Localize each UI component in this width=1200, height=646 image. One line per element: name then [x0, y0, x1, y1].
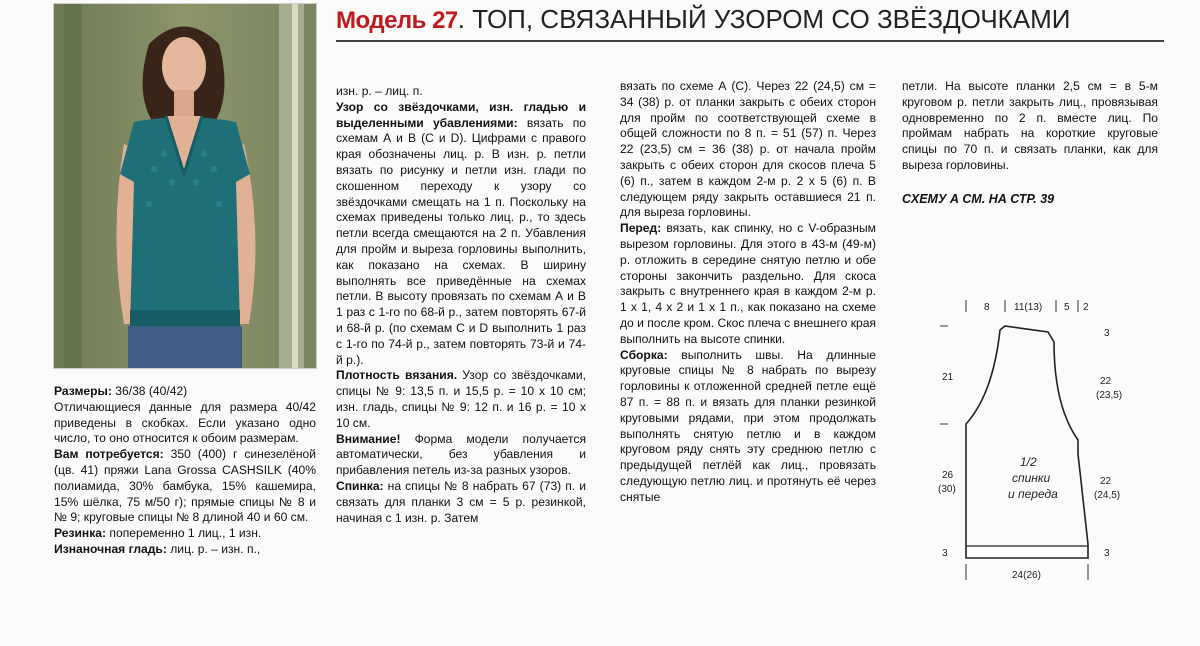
- left-dim-upper: 21: [942, 372, 954, 383]
- materials-heading: Вам потребуется:: [54, 447, 164, 462]
- purl-text: лиц. р. – изн. п.,: [166, 541, 261, 556]
- band-mark-right: 3: [1104, 548, 1110, 559]
- right-mark-top: 3: [1104, 328, 1110, 339]
- woman-in-teal-top-icon: [54, 4, 316, 368]
- sizes-text: 36/38 (40/42): [111, 384, 188, 398]
- center-label-3: и переда: [1008, 487, 1058, 501]
- purl-continuation: изн. р. – лиц. п.: [336, 84, 423, 98]
- star-pattern-paragraph: [336, 100, 586, 369]
- right-dim-lower: 22: [1100, 476, 1112, 487]
- density-paragraph: [336, 368, 586, 431]
- warning-paragraph: [336, 432, 586, 479]
- front-heading: Перед:: [620, 221, 662, 236]
- title-underline: [336, 40, 1164, 42]
- materials-paragraph: [54, 447, 316, 526]
- right-dim-lower-alt: (24,5): [1094, 490, 1121, 501]
- right-dim-upper: 22: [1100, 376, 1112, 387]
- top-dim-4: 2: [1083, 302, 1089, 313]
- left-dim-lower: 26: [942, 470, 954, 481]
- model-number: Модель 27: [336, 7, 458, 34]
- assembly-text: выполнить швы. На длинные круговые спицы № 8 набрать по вырезу горловины к отложенной средней петле ещё 87 п. = 88 п. и вязать для планки резинкой круговыми рядами, при этом продолжать выполнять снятую петлю и в каждом круговом ряду снять эту среднюю петлю с предыдущей петлёй как лиц., провязать следующую петлю лиц. и протянуть её через снятые: [620, 347, 876, 504]
- column-4: [902, 79, 1158, 208]
- column-1: [54, 384, 316, 558]
- density-heading: Плотность вязания.: [336, 368, 458, 383]
- sizes-paragraph: [54, 384, 316, 400]
- assembly-heading: Сборка:: [620, 347, 668, 362]
- sizes-heading: Размеры:: [54, 384, 112, 398]
- model-photo: [53, 3, 317, 369]
- front-text: вязать, как спинку, но с V-образным вырезом горловины. Для этого в 43-м (49-м) р. отложить в середине снятую петлю и обе стороны закончить раздельно. Для скоса закрыть с внутреннего края в каждом 2-м р. 1 х 1, 4 х 2 и 1 х 1 п., как показано на схеме до и после кром. Скос плеча с внешнего края выполнить на высоте спинки.: [620, 221, 876, 346]
- center-label-2: спинки: [1012, 471, 1051, 485]
- star-pattern-heading: Узор со звёздочками, изн. гладью и выделенными убавлениями:: [336, 99, 586, 130]
- back-paragraph: [336, 479, 586, 526]
- front-paragraph: [620, 221, 876, 347]
- materials-text: 350 (400) г синезелёной (цв. 41) пряжи Lana Grossa CASHSILK (40% полиамида, 30% бамбука, 15% кашемира, 15% шёлка, 75 м/50 г); прямые спицы № 8 и № 9; круговые спицы № 8 длиной 40 и 60 см.: [54, 447, 316, 525]
- density-text: Узор со звёздочками, спицы № 9: 13,5 п. и 15,5 р. = 10 х 10 см; изн. гладь, спицы № 9: 12 п. и 16 р. = 10 х 10 см.: [336, 368, 586, 430]
- back-heading: Спинка:: [336, 478, 384, 493]
- band-mark-left: 3: [942, 548, 948, 559]
- warning-heading: Внимание!: [336, 431, 401, 446]
- assembly-paragraph: [620, 348, 876, 506]
- top-dim-3: 5: [1064, 302, 1070, 313]
- sizes-note: Отличающиеся данные для размера 40/42 приведены в скобках. Если указано одно число, то оно относится к обоим размерам.: [54, 399, 316, 446]
- column-2: [336, 84, 586, 526]
- warning-text: Форма модели получается автоматически, без убавления и прибавления петель из-за разных узоров.: [336, 431, 586, 478]
- purl-heading: Изнаночная гладь:: [54, 541, 167, 556]
- bottom-width: 24(26): [1012, 570, 1041, 581]
- back-continuation: вязать по схеме А (С). Через 22 (24,5) см = 34 (38) р. от планки закрыть с обеих сторон для пройм по соответствующей схеме в общей сложности по 8 п. = 51 (57) п. Через 22 (23,5) см = 36 (38) р. от начала пройм закрыть с обеих сторон для скосов плеча 5 (6) п., затем в каждом 2-м р. 2 х 5 (6) п. В следующем ряду закрыть оставшиеся 21 п. для выреза горловины.: [620, 79, 876, 220]
- left-dim-lower-alt: (30): [938, 484, 956, 495]
- title-text: . ТОП, СВЯЗАННЫЙ УЗОРОМ СО ЗВЁЗДОЧКАМИ: [457, 4, 1071, 34]
- top-dim-2: 11(13): [1014, 302, 1043, 313]
- scheme-reference: СХЕМУ А СМ. НА СТР. 39: [902, 191, 1055, 206]
- column-3: [620, 79, 876, 506]
- page-title: [336, 4, 1166, 40]
- back-text: на спицы № 8 набрать 67 (73) п. и связать для планки 3 см = 5 р. резинкой, начиная с 1 изн. р. Затем: [336, 478, 586, 525]
- rib-paragraph: [54, 526, 316, 542]
- right-dim-upper-alt: (23,5): [1096, 390, 1123, 401]
- star-pattern-text: вязать по схемам А и В (С и D). Цифрами с правого края обозначены лиц. р. В изн. р. петли вязать по рисунку и петли изн. глади по скошенном переходу к узору со звёздочками смещать на 1 п. Поскольку на схемах приведены только лиц. р., то здесь петли всегда смещаются на 2 п. Убавления для пройм и выреза горловины выполнить, как показано на схемах. В ширину выполнять все приведённые на схемах петли. В высоту провязать по схемам А и В 1 раз с 1-го по 68-й р., затем повторять 67-й и 68-й р. (по схемам С и D выполнить 1 раз с 1-го по 74-й р., затем повторять 73-й и 74-й р.).: [336, 115, 586, 367]
- purl-paragraph: [54, 542, 316, 558]
- garment-outline: [966, 326, 1088, 558]
- rib-text: попеременно 1 лиц., 1 изн.: [106, 526, 262, 541]
- rib-heading: Резинка:: [54, 526, 107, 541]
- center-label-1: 1/2: [1020, 455, 1037, 469]
- pattern-schematic: [928, 296, 1123, 592]
- assembly-continuation: петли. На высоте планки 2,5 см = в 5-м круговом р. петли закрыть лиц., провязывая одновременно по 2 п. вместе лиц. По проймам набрать на короткие круговые спицы по 70 п. и связать планки, как для выреза горловины.: [902, 79, 1158, 172]
- top-dim-1: 8: [984, 302, 990, 313]
